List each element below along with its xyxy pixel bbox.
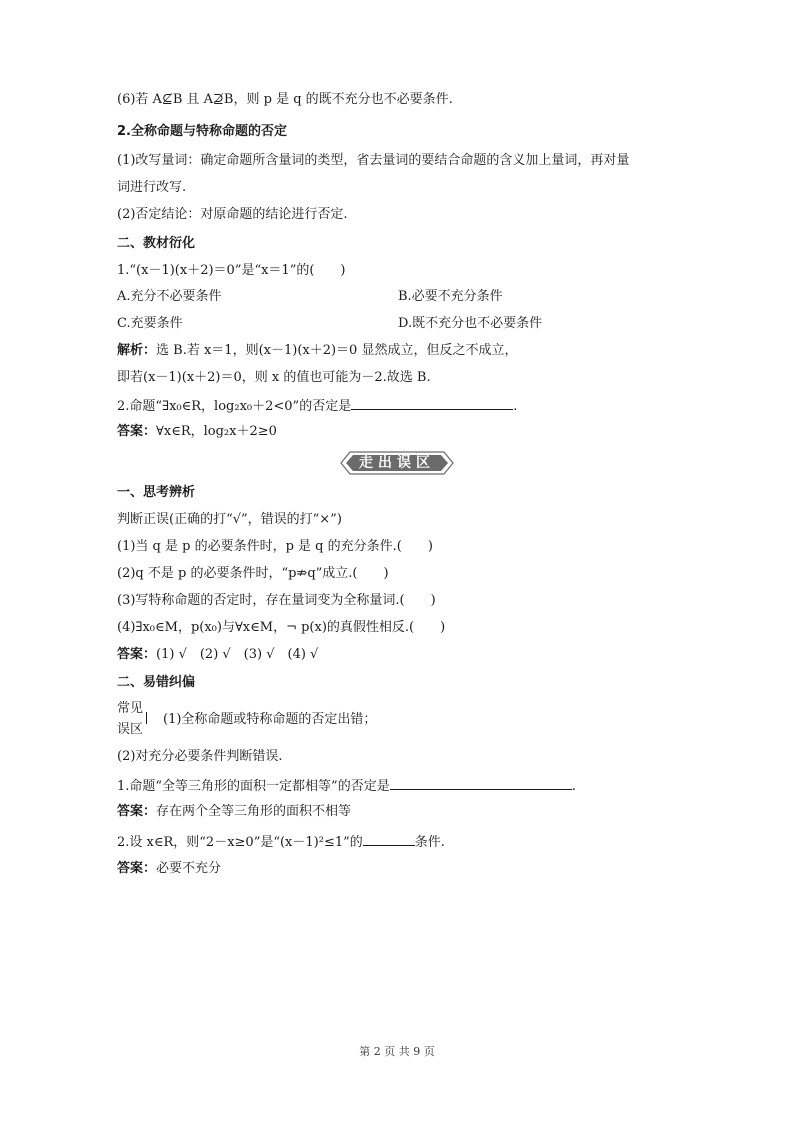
question: (3)写特称命题的否定时，存在量词变为全称量词.( ): [117, 593, 436, 608]
option-c: C.充要条件: [117, 316, 183, 331]
answer-line: [117, 860, 221, 878]
answer-blank: [363, 832, 415, 846]
fill-question: [117, 832, 445, 852]
text-line: (6)若 A⊈B 且 A⊉B，则 p 是 q 的既不充分也不必要条件.: [117, 92, 453, 107]
text-line: (1)改写量词：确定命题所含量词的类型，省去量词的要结合命题的含义加上量词，再对量: [117, 153, 630, 168]
answer-line: [117, 803, 351, 821]
question-text: 2.命题“∃x₀∈R，log₂x₀＋2<0”的否定是: [117, 399, 352, 414]
tag-top: 常见: [117, 701, 144, 716]
answer-label: 答案：: [117, 804, 157, 819]
solution-line: [117, 342, 517, 360]
question: (2)q 不是 p 的必要条件时，“p⇏q”成立.( ): [117, 566, 389, 581]
page-footer: 第 2 页 共 9 页: [359, 1045, 435, 1058]
section-heading: 二、教材衍化: [117, 236, 196, 251]
fill-question: [117, 396, 517, 416]
question: (4)∃x₀∈M，p(x₀)与∀x∈M，¬ p(x)的真假性相反.( ): [117, 620, 446, 635]
option-b: B.必要不充分条件: [398, 289, 503, 304]
answer-label: 答案：: [117, 647, 157, 662]
answer-label: 答案：: [117, 861, 157, 876]
answer-line: [117, 646, 318, 664]
banner-label: 走出误区: [359, 455, 435, 471]
tag-divider: [146, 712, 147, 724]
tag-bottom: 误区: [117, 722, 144, 737]
solution-label: 解析：: [117, 343, 157, 358]
answer-blank: [351, 396, 513, 410]
question-end: 条件.: [414, 835, 445, 850]
answer-text: (1) √ (2) √ (3) √ (4) √: [156, 647, 319, 662]
text-line: 词进行改写.: [117, 180, 187, 195]
option-d: D.既不充分也不必要条件: [398, 316, 543, 331]
solution-line: 即若(x－1)(x＋2)＝0，则 x 的值也可能为－2.故选 B.: [117, 370, 431, 385]
option-row: [117, 315, 597, 333]
section-heading: 2.全称命题与特称命题的否定: [117, 124, 287, 139]
answer-label: 答案：: [117, 424, 157, 439]
option-row: [117, 288, 597, 306]
section-heading: 一、思考辨析: [117, 485, 196, 500]
text-line: (1)全称命题或特称命题的否定出错；: [163, 712, 377, 727]
answer-text: ∀x∈R，log₂x＋2≥0: [156, 424, 277, 439]
text-line: (2)对充分必要条件判断错误.: [117, 749, 283, 764]
text-line: (2)否定结论：对原命题的结论进行否定.: [117, 207, 348, 222]
text-line: 判断正误(正确的打“√”，错误的打“×”): [117, 512, 342, 527]
common-mistake-tag: [117, 698, 147, 740]
section-heading: 二、易错纠偏: [117, 675, 196, 690]
question: (1)当 q 是 p 的必要条件时，p 是 q 的充分条件.( ): [117, 539, 433, 554]
option-a: A.充分不必要条件: [117, 289, 222, 304]
solution-text: 选 B.若 x＝1，则(x－1)(x＋2)＝0 显然成立，但反之不成立，: [156, 343, 518, 358]
answer-text: 存在两个全等三角形的面积不相等: [156, 804, 352, 819]
answer-text: 必要不充分: [156, 861, 222, 876]
answer-line: [117, 423, 277, 441]
question: 1.“(x－1)(x＋2)＝0”是“x＝1”的( ): [117, 263, 346, 278]
question-end: .: [571, 779, 576, 794]
question-text: 2.设 x∈R，则“2－x≥0”是“(x－1)²≤1”的: [117, 835, 363, 850]
fill-question: [117, 776, 576, 796]
question-end: .: [513, 399, 518, 414]
answer-blank: [390, 776, 572, 790]
section-banner: [340, 451, 454, 475]
question-text: 1.命题“全等三角形的面积一定都相等”的否定是: [117, 779, 390, 794]
